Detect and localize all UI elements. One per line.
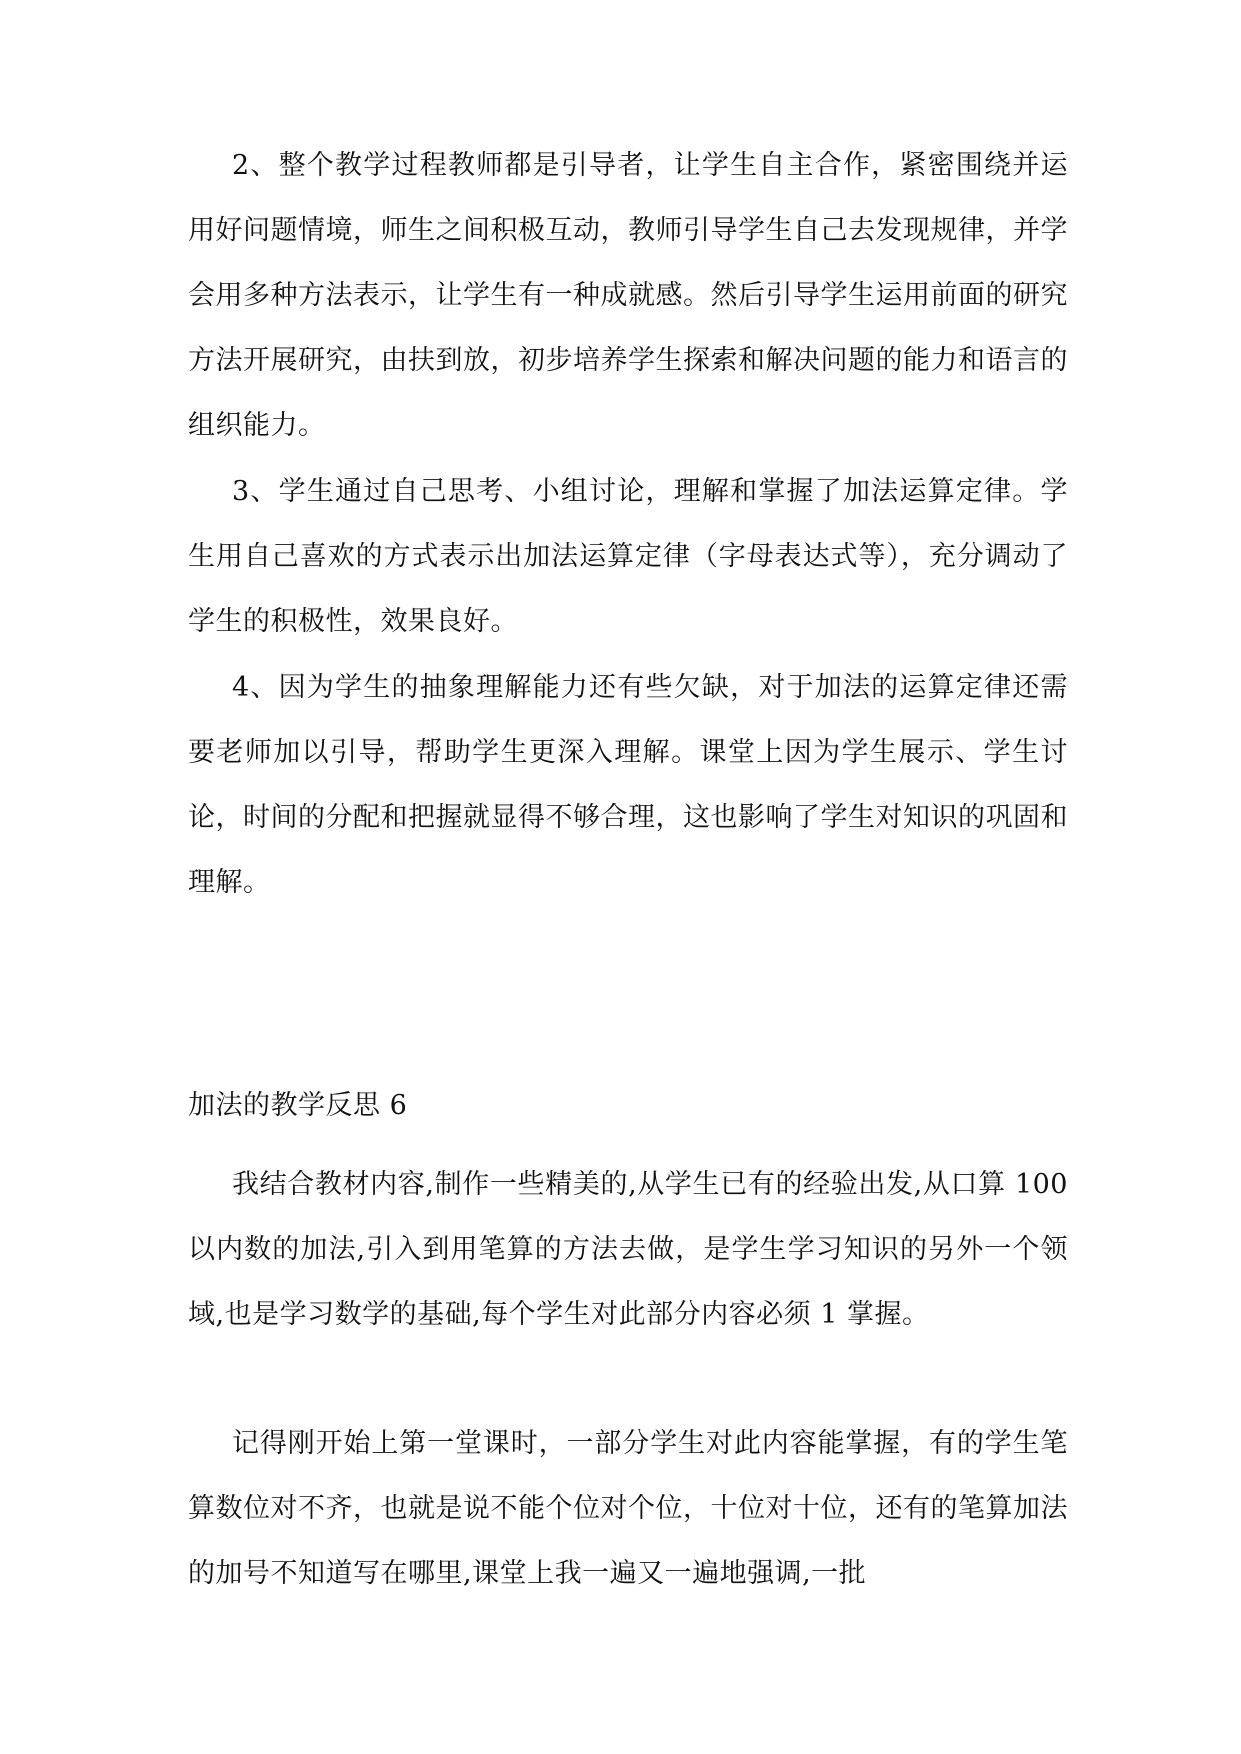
paragraph-reflection-intro: 我结合教材内容,制作一些精美的,从学生已有的经验出发,从口算 100 以内数的加法,引入到用笔算的方法去做，是学生学习知识的另外一个领域,也是学习数学的基础,每个学生对此部分内容必须 1 掌握。	[188, 1169, 1068, 1330]
section-heading: 加法的教学反思 6	[188, 1090, 408, 1121]
paragraph-4-abstract-understanding: 4、因为学生的抽象理解能力还有些欠缺，对于加法的运算定律还需要老师加以引导，帮助学生更深入理解。课堂上因为学生展示、学生讨论，时间的分配和把握就显得不够合理，这也影响了学生对知识的巩固和理解。	[188, 672, 1068, 898]
paragraph-2-teacher-guide: 2、整个教学过程教师都是引导者，让学生自主合作，紧密围绕并运用好问题情境，师生之间积极互动，教师引导学生自己去发现规律，并学会用多种方法表示，让学生有一种成就感。然后引导学生运用前面的研究方法开展研究，由扶到放，初步培养学生探索和解决问题的能力和语言的组织能力。	[188, 150, 1068, 441]
paragraph-first-lesson: 记得刚开始上第一堂课时，一部分学生对此内容能掌握，有的学生笔算数位对不齐，也就是说不能个位对个位，十位对十位，还有的笔算加法的加号不知道写在哪里,课堂上我一遍又一遍地强调,一批	[188, 1428, 1068, 1589]
paragraph-3-student-discussion: 3、学生通过自己思考、小组讨论，理解和掌握了加法运算定律。学生用自己喜欢的方式表示出加法运算定律（字母表达式等），充分调动了学生的积极性，效果良好。	[188, 476, 1068, 637]
